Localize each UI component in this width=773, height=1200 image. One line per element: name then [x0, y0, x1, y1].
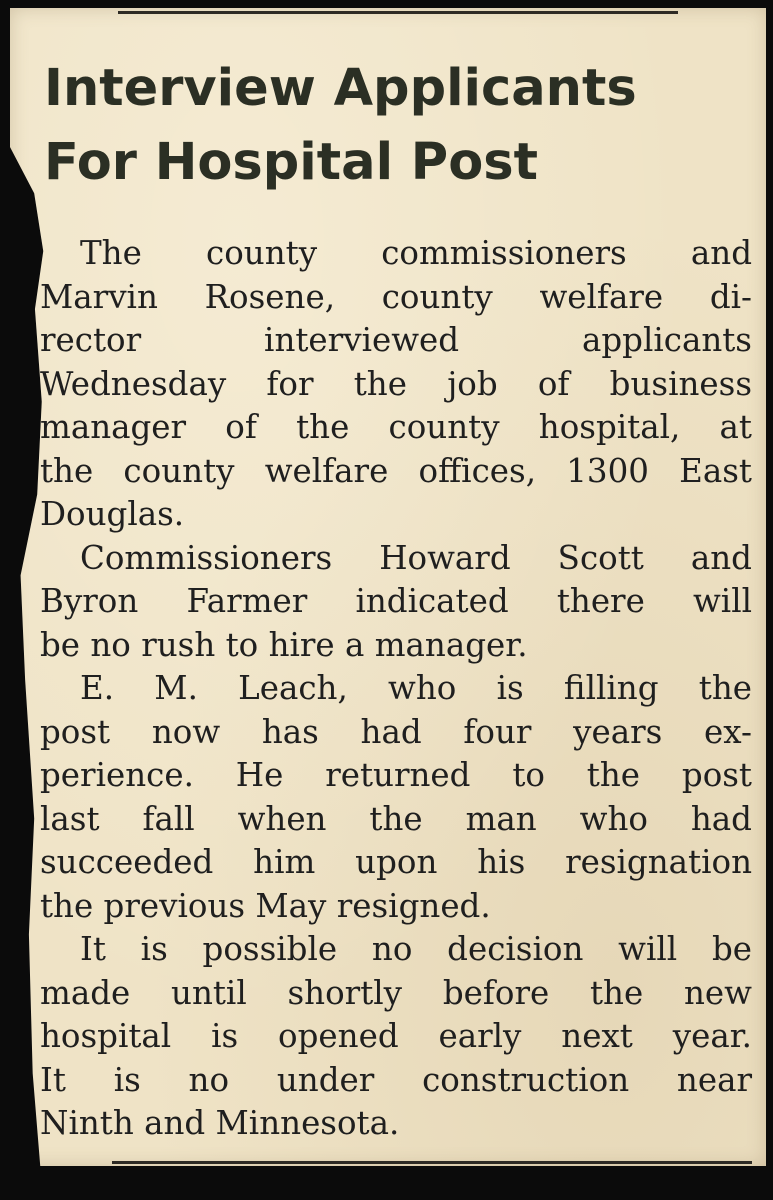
text-line: made until shortly before the new [40, 973, 752, 1012]
article-body [40, 232, 752, 1146]
text-line: the previous May resigned. [40, 886, 491, 925]
headline-line-2: For Hospital Post [44, 133, 538, 192]
text-line: manager of the county hospital, at [40, 408, 752, 446]
paragraph-2 [40, 537, 752, 668]
text-line: Wednesday for the job of business [40, 364, 752, 403]
text-line: rector interviewed applicants [40, 321, 752, 359]
text-line: Byron Farmer indicated there will [40, 582, 752, 620]
text-line: hospital is opened early next year. [40, 1017, 752, 1055]
text-line: the county welfare offices, 1300 East [40, 451, 752, 490]
text-line: last fall when the man who had [40, 799, 752, 838]
bottom-rule [112, 1161, 752, 1164]
text-line: Douglas. [40, 495, 185, 533]
text-line: post now has had four years ex- [40, 712, 752, 751]
paragraph-4 [40, 928, 752, 1146]
headline [44, 52, 637, 200]
text-line: E. M. Leach, who is filling the [80, 669, 752, 707]
paragraph-1 [40, 232, 752, 537]
text-line: Marvin Rosene, county welfare di- [40, 277, 752, 316]
text-line: The county commissioners and [80, 234, 752, 272]
headline-line-1: Interview Applicants [44, 59, 637, 118]
text-line: Commissioners Howard Scott and [80, 538, 752, 577]
text-line: be no rush to hire a manager. [40, 625, 528, 664]
text-line: It is possible no decision will be [80, 930, 752, 968]
paragraph-3 [40, 667, 752, 928]
text-line: Ninth and Minnesota. [40, 1104, 400, 1142]
text-line: perience. He returned to the post [40, 756, 752, 794]
top-rule [118, 11, 678, 14]
text-line: succeeded him upon his resignation [40, 843, 752, 881]
text-line: It is no under construction near [40, 1060, 752, 1099]
